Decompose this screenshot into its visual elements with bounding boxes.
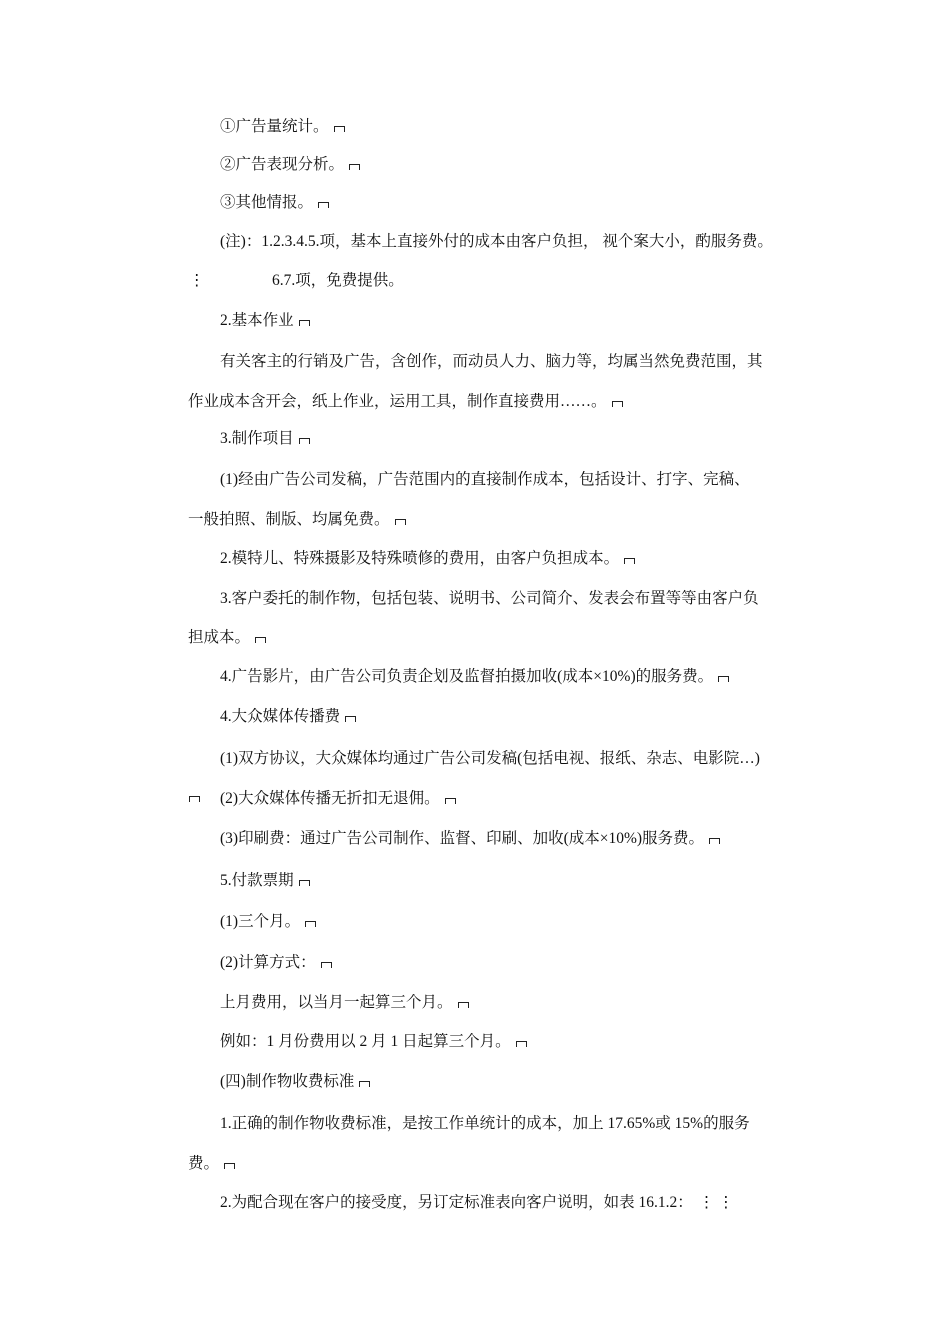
paragraph-mark-icon xyxy=(709,838,720,844)
paragraph-mark-icon xyxy=(334,126,345,132)
paragraph-line xyxy=(0,1022,950,1062)
paragraph-line xyxy=(0,500,950,540)
paragraph-line xyxy=(0,460,950,500)
paragraph-mark-icon xyxy=(189,796,200,802)
paragraph-line xyxy=(0,819,950,859)
paragraph-mark-icon xyxy=(349,164,360,170)
vertical-dots-icon: ⋮ xyxy=(189,272,205,289)
text-line: ③其他情报。 xyxy=(220,194,314,211)
text-line: 费。 xyxy=(188,1155,220,1172)
paragraph-mark-icon xyxy=(255,637,266,643)
paragraph-mark-icon xyxy=(224,1163,235,1169)
paragraph-line xyxy=(0,739,950,779)
text-line: 4.广告影片，由广告公司负责企划及监督拍摄加收(成本×10%)的服务费。 xyxy=(220,668,714,685)
paragraph-line xyxy=(0,943,950,983)
paragraph-mark-icon xyxy=(445,798,456,804)
paragraph-line xyxy=(0,618,950,658)
paragraph-line xyxy=(0,222,950,262)
paragraph-line xyxy=(0,1183,950,1223)
paragraph-mark-icon xyxy=(624,558,635,564)
text-line: 2.为配合现在客户的接受度，另订定标准表向客户说明，如表 16.1.2： xyxy=(220,1194,693,1211)
section-heading: 2.基本作业 xyxy=(220,312,294,329)
text-line: (1)双方协议，大众媒体均通过广告公司发稿(包括电视、报纸、杂志、电影院…) xyxy=(220,750,760,767)
text-line: ②广告表现分析。 xyxy=(220,156,345,173)
text-line: 例如：1 月份费用以 2 月 1 日起算三个月。 xyxy=(220,1033,511,1050)
paragraph-line xyxy=(0,983,950,1023)
paragraph-mark-icon xyxy=(299,438,310,444)
paragraph-line xyxy=(0,539,950,579)
text-line: (2)大众媒体传播无折扣无退佣。 xyxy=(220,790,440,807)
paragraph-line xyxy=(0,579,950,619)
paragraph-mark-icon xyxy=(305,921,316,927)
paragraph-line xyxy=(0,107,950,147)
text-line: (2)计算方式： xyxy=(220,954,316,971)
paragraph-line xyxy=(0,1062,950,1102)
paragraph-line xyxy=(0,902,950,942)
text-line: 担成本。 xyxy=(188,629,251,646)
paragraph-line xyxy=(0,145,950,185)
text-line: (1)三个月。 xyxy=(220,913,301,930)
paragraph-mark-icon xyxy=(321,962,332,968)
section-heading: (四)制作物收费标准 xyxy=(220,1073,355,1090)
paragraph-mark-icon xyxy=(345,716,356,722)
paragraph-mark-icon xyxy=(359,1081,370,1087)
paragraph-line xyxy=(0,301,950,341)
section-heading: 5.付款票期 xyxy=(220,872,294,889)
text-line: (1)经由广告公司发稿，广告范围内的直接制作成本，包括设计、打字、完稿、 xyxy=(220,471,750,488)
text-line: 一般拍照、制版、均属免费。 xyxy=(188,511,390,528)
text-line: (3)印刷费：通过广告公司制作、监督、印刷、加收(成本×10%)服务费。 xyxy=(220,830,705,847)
paragraph-line xyxy=(0,261,950,301)
paragraph-line xyxy=(0,183,950,223)
paragraph-line xyxy=(0,779,950,819)
paragraph-line xyxy=(0,342,950,382)
text-line: 3.客户委托的制作物，包括包装、说明书、公司简介、发表会布置等等由客户负 xyxy=(220,590,759,607)
text-line: ①广告量统计。 xyxy=(220,118,329,135)
paragraph-line xyxy=(0,1144,950,1184)
text-line: 作业成本含开会，纸上作业，运用工具，制作直接费用……。 xyxy=(188,393,607,410)
text-line: 有关客主的行销及广告，含创作，而动员人力、脑力等，均属当然免费范围，其 xyxy=(220,353,763,370)
paragraph-mark-icon xyxy=(299,880,310,886)
text-line: 6.7.项，免费提供。 xyxy=(272,272,404,289)
paragraph-mark-icon xyxy=(395,519,406,525)
text-line: 2.模特儿、特殊摄影及特殊喷修的费用，由客户负担成本。 xyxy=(220,550,620,567)
paragraph-mark-icon xyxy=(516,1041,527,1047)
text-line: 1.正确的制作物收费标准，是按工作单统计的成本，加上 17.65%或 15%的服务 xyxy=(220,1115,750,1132)
paragraph-line xyxy=(0,697,950,737)
paragraph-mark-icon xyxy=(612,401,623,407)
paragraph-mark-icon xyxy=(299,320,310,326)
vertical-dots-icon: ⋮ ⋮ xyxy=(698,1194,734,1211)
text-line: 上月费用，以当月一起算三个月。 xyxy=(220,994,453,1011)
paragraph-mark-icon xyxy=(458,1002,469,1008)
text-line: (注)：1.2.3.4.5.项，基本上直接外付的成本由客户负担， 视个案大小，酌服务费。 xyxy=(220,233,773,250)
paragraph-line xyxy=(0,419,950,459)
paragraph-line xyxy=(0,1104,950,1144)
paragraph-mark-icon xyxy=(318,202,329,208)
section-heading: 3.制作项目 xyxy=(220,430,294,447)
paragraph-line xyxy=(0,861,950,901)
paragraph-line xyxy=(0,382,950,422)
section-heading: 4.大众媒体传播费 xyxy=(220,708,341,725)
paragraph-mark-icon xyxy=(718,676,729,682)
paragraph-line xyxy=(0,657,950,697)
